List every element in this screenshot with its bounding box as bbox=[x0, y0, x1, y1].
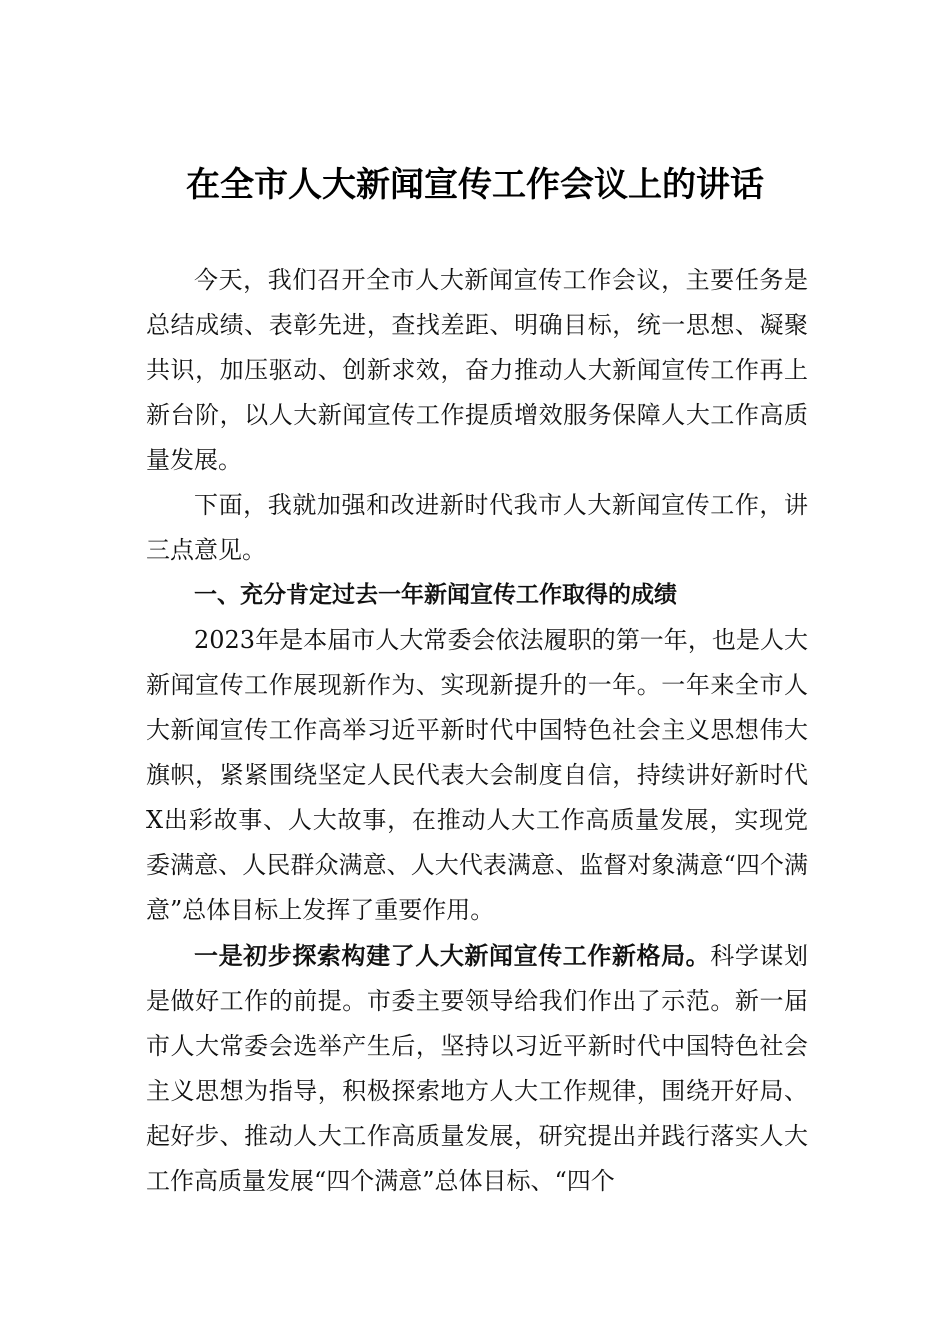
outline-paragraph: 下面，我就加强和改进新时代我市人大新闻宣传工作，讲三点意见。 bbox=[146, 491, 808, 564]
section-paragraph: 2023年是本届市人大常委会依法履职的第一年，也是人大新闻宣传工作展现新作为、实现新提升的一年。一年来全市人大新闻宣传工作高举习近平新时代中国特色社会主义思想伟大旗帜，紧紧围绕坚定人民代表大会制度自信，持续讲好新时代X出彩故事、人大故事，在推动人大工作高质量发展，实现党委满意、人民群众满意、人大代表满意、监督对象满意“四个满意”总体目标上发挥了重要作用。 bbox=[146, 626, 808, 924]
point-one-text: 科学谋划是做好工作的前提。市委主要领导给我们作出了示范。新一届市人大常委会选举产生后，坚持以习近平新时代中国特色社会主义思想为指导，积极探索地方人大工作规律，围绕开好局、起好步、推动人大工作高质量发展，研究提出并践行落实人大工作高质量发展“四个满意”总体目标、“四个 bbox=[146, 942, 808, 1195]
point-one-paragraph bbox=[146, 933, 808, 1204]
section-heading: 一、充分肯定过去一年新闻宣传工作取得的成绩 bbox=[194, 582, 677, 608]
document-body bbox=[146, 258, 808, 1204]
point-one-lead: 一是初步探索构建了人大新闻宣传工作新格局。 bbox=[194, 941, 711, 970]
document-title: 在全市人大新闻宣传工作会议上的讲话 bbox=[186, 165, 764, 205]
intro-paragraph: 今天，我们召开全市人大新闻宣传工作会议，主要任务是总结成绩、表彰先进，查找差距、明确目标，统一思想、凝聚共识，加压驱动、创新求效，奋力推动人大新闻宣传工作再上新台阶，以人大新闻宣传工作提质增效服务保障人大工作高质量发展。 bbox=[146, 266, 808, 474]
